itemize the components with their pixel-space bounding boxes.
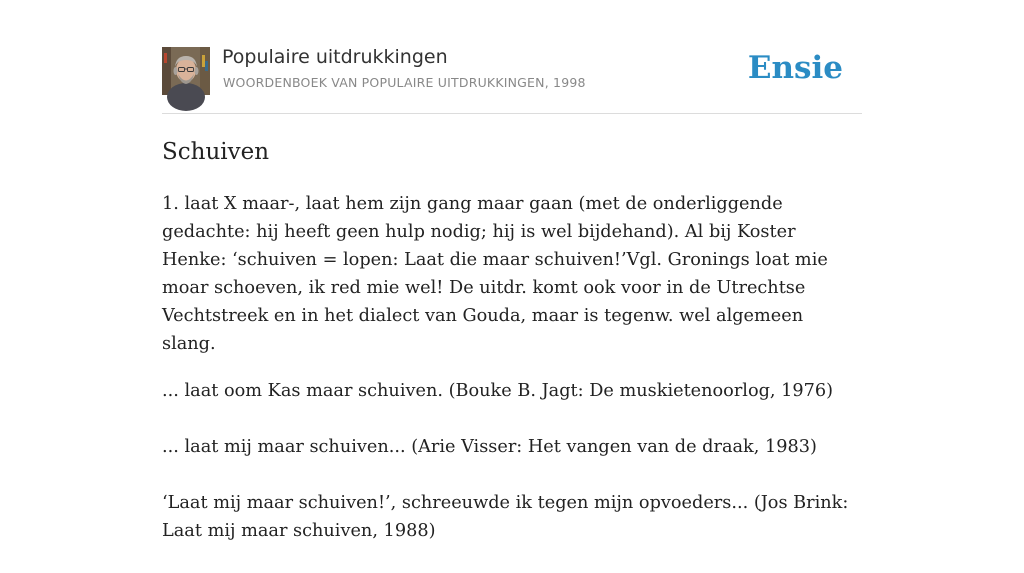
author-avatar[interactable] xyxy=(162,47,210,95)
quotes-list xyxy=(162,377,862,545)
quote-item: ... laat mij maar schuiven... (Arie Visser: Het vangen van de draak, 1983) xyxy=(162,437,817,457)
entry-content xyxy=(162,136,862,573)
ensie-logo[interactable]: Ensie xyxy=(747,50,843,86)
author-portrait-image xyxy=(162,47,210,95)
source-title[interactable]: Populaire uitdrukkingen xyxy=(222,46,448,68)
source-subtitle: WOORDENBOEK VAN POPULAIRE UITDRUKKINGEN, 1998 xyxy=(223,75,586,90)
quote-item: ... laat oom Kas maar schuiven. (Bouke B. Jagt: De muskietenoorlog, 1976) xyxy=(162,381,834,401)
quote-item: ‘Laat mij maar schuiven!’, schreeuwde ik tegen mijn opvoeders... (Jos Brink: Laat mij maar schuiven, 1988) xyxy=(162,493,849,541)
page-header xyxy=(162,46,862,114)
entry-definition: 1. laat X maar-, laat hem zijn gang maar gaan (met de onderliggende gedachte: hij heeft geen hulp nodig; hij is wel bijdehand). Al bij Koster Henke: ‘schuiven = lopen: Laat die maar schuiven!’Vgl. Gronings loat mie moar schoeven, ik red mie wel! De uitdr. komt ook voor in de Utrechtse Vechtstreek en in het dialect van Gouda, maar is tegenw. wel algemeen slang. xyxy=(162,194,828,354)
entry-title: Schuiven xyxy=(162,139,270,165)
